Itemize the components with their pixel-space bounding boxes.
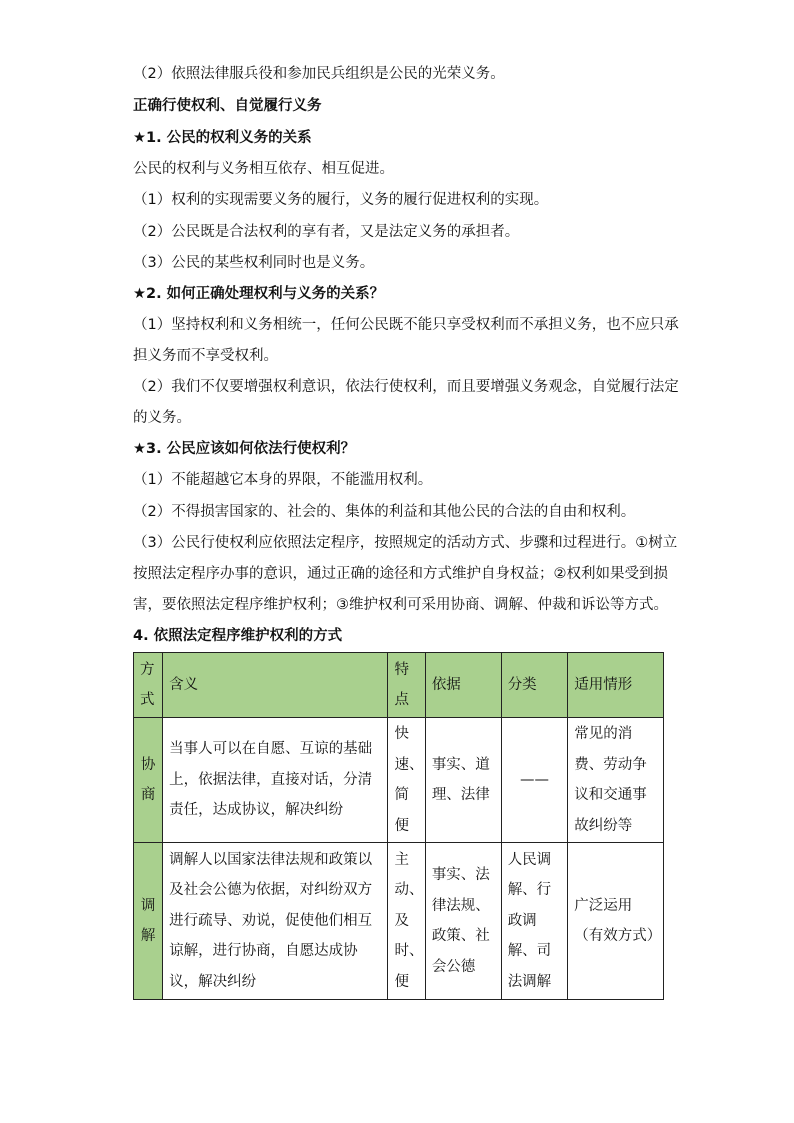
feature-cell: 快速、简便 bbox=[388, 718, 425, 843]
header-cell-feature: 特点 bbox=[388, 653, 425, 718]
rights-methods-table bbox=[133, 652, 664, 1000]
paragraph: 的义务。 bbox=[133, 410, 191, 426]
paragraph: 公民的权利与义务相互依存、相互促进。 bbox=[133, 161, 394, 177]
subheading: ★1. 公民的权利义务的关系 bbox=[133, 130, 312, 146]
paragraph: 害，要依照法定程序维护权利；③维护权利可采用协商、调解、仲裁和诉讼等方式。 bbox=[133, 597, 668, 613]
situation-cell: 常见的消费、劳动争议和交通事故纠纷等 bbox=[568, 718, 664, 843]
meaning-cell: 调解人以国家法律法规和政策以及社会公德为依据，对纠纷双方进行疏导、劝说，促使他们相互谅解，进行协商，自愿达成协议，解决纠纷 bbox=[163, 843, 388, 1000]
header-cell-meaning: 含义 bbox=[163, 653, 388, 718]
paragraph: （2）公民既是合法权利的享有者，又是法定义务的承担者。 bbox=[133, 224, 520, 240]
paragraph: （3）公民行使权利应依照法定程序，按照规定的活动方式、步骤和过程进行。①树立 bbox=[133, 535, 678, 551]
paragraph: （2）不得损害国家的、社会的、集体的利益和其他公民的合法的自由和权利。 bbox=[133, 504, 636, 520]
subheading: ★3. 公民应该如何依法行使权利？ bbox=[133, 441, 356, 457]
paragraph: （1）坚持权利和义务相统一，任何公民既不能只享受权利而不承担义务，也不应只承 bbox=[133, 317, 679, 333]
row-label-cell: 调解 bbox=[134, 843, 163, 1000]
category-cell: 人民调解、行政调解、司法调解 bbox=[501, 843, 568, 1000]
paragraph: （2）我们不仅要增强权利意识，依法行使权利，而且要增强义务观念，自觉履行法定 bbox=[133, 379, 679, 395]
header-cell-method: 方式 bbox=[134, 653, 163, 718]
header-cell-basis: 依据 bbox=[425, 653, 501, 718]
section-heading: 正确行使权利、自觉履行义务 bbox=[133, 98, 322, 114]
situation-cell: 广泛运用（有效方式） bbox=[568, 843, 664, 1000]
table-row bbox=[134, 718, 664, 843]
paragraph: 按照法定程序办事的意识，通过正确的途径和方式维护自身权益；②权利如果受到损 bbox=[133, 566, 668, 582]
subheading: ★2. 如何正确处理权利与义务的关系？ bbox=[133, 286, 385, 302]
paragraph: （1）权利的实现需要义务的履行，义务的履行促进权利的实现。 bbox=[133, 192, 549, 208]
table-row bbox=[134, 843, 664, 1000]
header-cell-situation: 适用情形 bbox=[568, 653, 664, 718]
subheading: 4. 依照法定程序维护权利的方式 bbox=[133, 628, 343, 644]
category-cell: —— bbox=[501, 718, 568, 843]
paragraph: （2）依照法律服兵役和参加民兵组织是公民的光荣义务。 bbox=[133, 66, 505, 82]
paragraph: （1）不能超越它本身的界限，不能滥用权利。 bbox=[133, 472, 433, 488]
header-cell-category: 分类 bbox=[501, 653, 568, 718]
paragraph: （3）公民的某些权利同时也是义务。 bbox=[133, 255, 375, 271]
row-label-cell: 协商 bbox=[134, 718, 163, 843]
feature-cell: 主动、及时、便 bbox=[388, 843, 425, 1000]
basis-cell: 事实、道理、法律 bbox=[425, 718, 501, 843]
paragraph: 担义务而不享受权利。 bbox=[133, 348, 278, 364]
basis-cell: 事实、法律法规、政策、社会公德 bbox=[425, 843, 501, 1000]
table-header-row bbox=[134, 653, 664, 718]
meaning-cell: 当事人可以在自愿、互谅的基础上，依据法律，直接对话，分清责任，达成协议，解决纠纷 bbox=[163, 718, 388, 843]
